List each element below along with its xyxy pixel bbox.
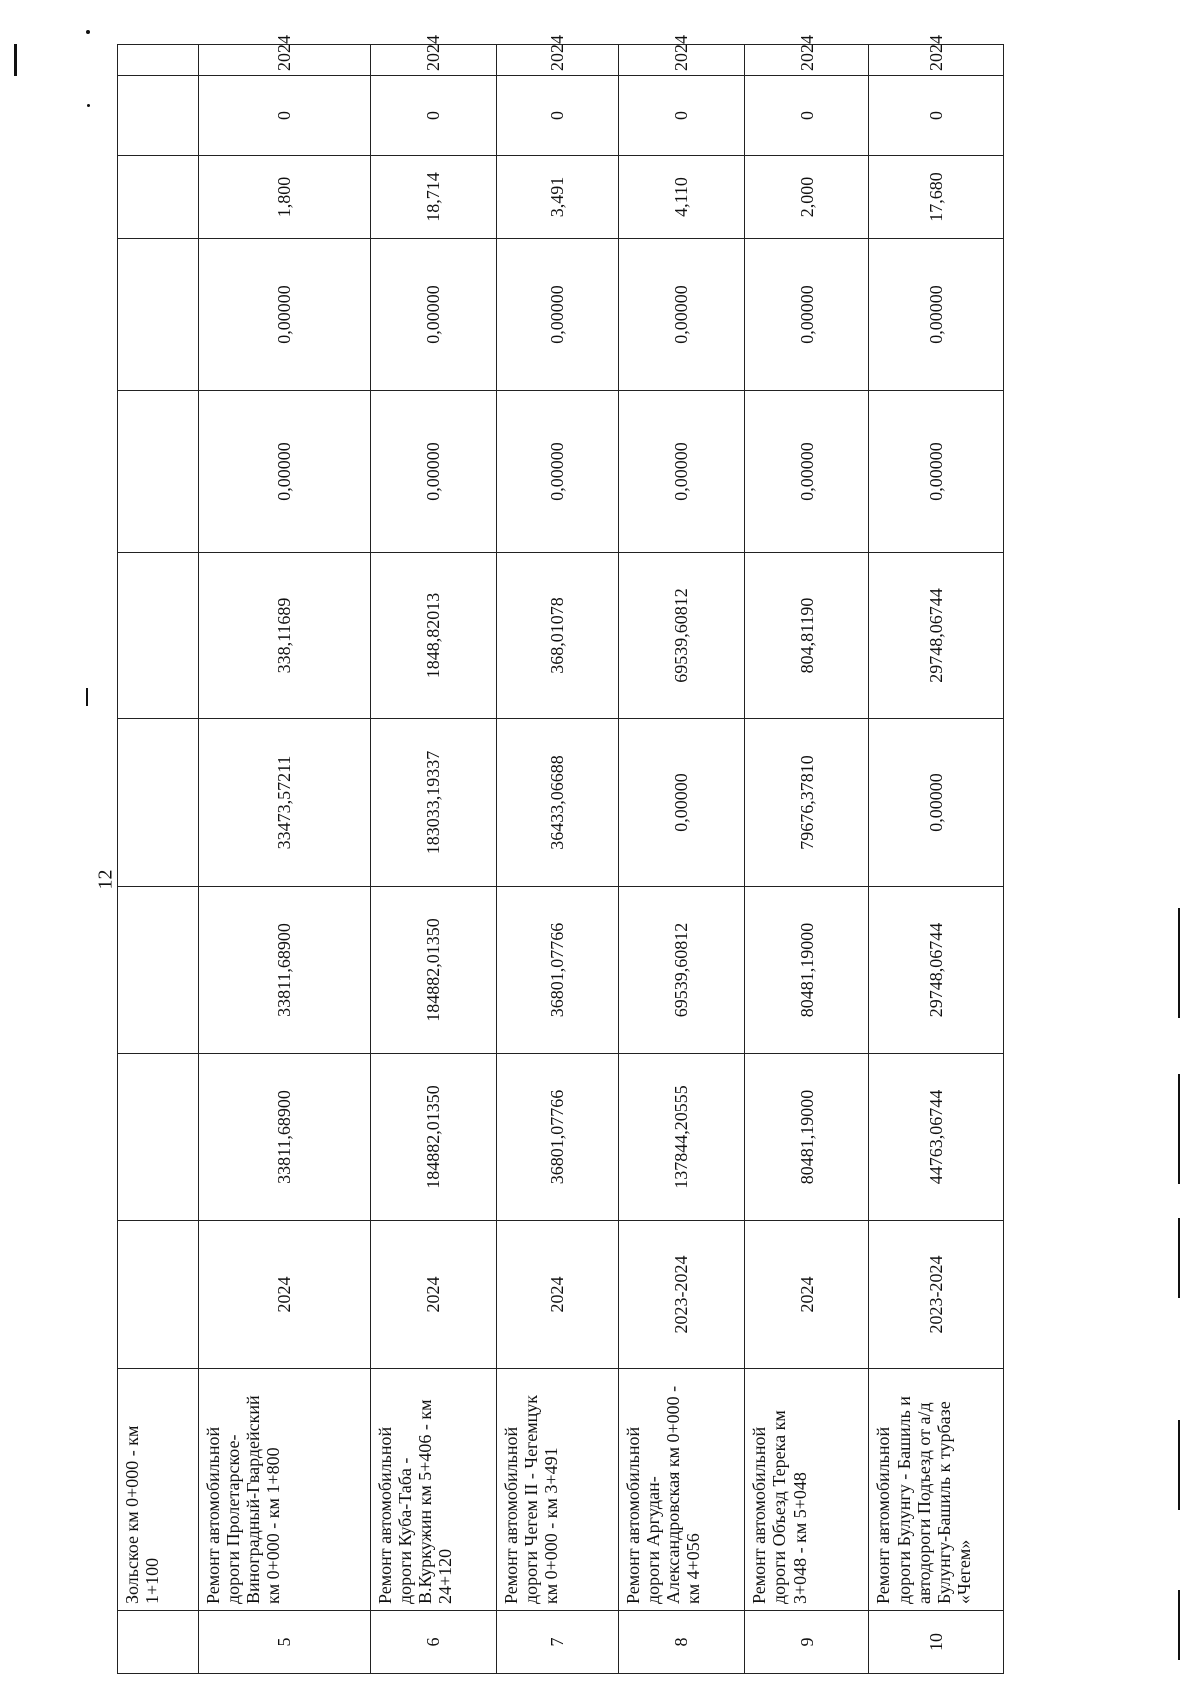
cell-count: 0 xyxy=(618,76,744,156)
cell-period: 2024 xyxy=(496,1221,618,1369)
cell-year: 2024 xyxy=(198,45,370,76)
cell-road-name: Ремонт автомобильной дороги Объезд Терека км 3+048 - км 5+048 xyxy=(745,1369,869,1611)
cell-length: 1,800 xyxy=(198,156,370,239)
cell-cost-2024: 184882,01350 xyxy=(370,887,496,1054)
cell-local: 0,00000 xyxy=(618,391,744,553)
cell-federal: 79676,37810 xyxy=(745,719,869,887)
table-row xyxy=(618,45,744,1674)
cell-regional: 69539,60812 xyxy=(618,553,744,719)
rotated-table-container xyxy=(117,35,1004,1674)
cell-length: 17,680 xyxy=(869,156,1004,239)
cell-row-number xyxy=(118,1611,199,1674)
cell-other: 0,00000 xyxy=(370,239,496,391)
cell-year: 2024 xyxy=(869,45,1004,76)
cell-total-cost: 36801,07766 xyxy=(496,1054,618,1221)
cell-total-cost: 184882,01350 xyxy=(370,1054,496,1221)
cell-count xyxy=(118,76,199,156)
cell-regional xyxy=(118,553,199,719)
cell-local: 0,00000 xyxy=(745,391,869,553)
scan-mark xyxy=(1178,1218,1180,1298)
table-row xyxy=(496,45,618,1674)
cell-local: 0,00000 xyxy=(496,391,618,553)
cell-period: 2023-2024 xyxy=(618,1221,744,1369)
cell-federal: 0,00000 xyxy=(869,719,1004,887)
scan-mark xyxy=(1178,908,1180,1018)
cell-year: 2024 xyxy=(745,45,869,76)
cell-count: 0 xyxy=(745,76,869,156)
table-row xyxy=(869,45,1004,1674)
cell-regional: 368,01078 xyxy=(496,553,618,719)
cell-local: 0,00000 xyxy=(869,391,1004,553)
cell-length: 4,110 xyxy=(618,156,744,239)
table-row xyxy=(118,45,199,1674)
scan-mark xyxy=(1178,1074,1180,1184)
cell-regional: 338,11689 xyxy=(198,553,370,719)
scan-dot xyxy=(87,104,90,107)
cell-road-name: Ремонт автомобильной дороги Куба-Таба - В.Куркужин км 5+406 - км 24+120 xyxy=(370,1369,496,1611)
cell-regional: 29748,06744 xyxy=(869,553,1004,719)
cell-year: 2024 xyxy=(496,45,618,76)
cell-other: 0,00000 xyxy=(869,239,1004,391)
cell-road-name: Ремонт автомобильной дороги Пролетарское-Виноградный-Гвардейский км 0+000 - км 1+800 xyxy=(198,1369,370,1611)
cell-period: 2024 xyxy=(198,1221,370,1369)
cell-regional: 804,81190 xyxy=(745,553,869,719)
cell-count: 0 xyxy=(370,76,496,156)
cell-other: 0,00000 xyxy=(745,239,869,391)
cell-period: 2024 xyxy=(370,1221,496,1369)
cell-federal: 183033,19337 xyxy=(370,719,496,887)
cell-federal: 33473,57211 xyxy=(198,719,370,887)
cell-total-cost: 80481,19000 xyxy=(745,1054,869,1221)
cell-road-name: Зольское км 0+000 - км 1+100 xyxy=(118,1369,199,1611)
cell-length: 18,714 xyxy=(370,156,496,239)
road-repair-table xyxy=(117,35,1004,1674)
cell-road-name: Ремонт автомобильной дороги Булунгу - Башиль и автодороги Подъезд от а/д Булунгу-Башиль к турбазе «Чегем» xyxy=(869,1369,1004,1611)
cell-count: 0 xyxy=(869,76,1004,156)
cell-row-number: 7 xyxy=(496,1611,618,1674)
cell-local: 0,00000 xyxy=(370,391,496,553)
cell-length: 2,000 xyxy=(745,156,869,239)
cell-row-number: 6 xyxy=(370,1611,496,1674)
cell-regional: 1848,82013 xyxy=(370,553,496,719)
table-row xyxy=(745,45,869,1674)
scan-mark xyxy=(14,44,17,76)
cell-local: 0,00000 xyxy=(198,391,370,553)
scan-mark xyxy=(1178,1590,1180,1660)
scan-dot xyxy=(86,30,90,34)
cell-total-cost: 44763,06744 xyxy=(869,1054,1004,1221)
cell-row-number: 9 xyxy=(745,1611,869,1674)
cell-total-cost xyxy=(118,1054,199,1221)
cell-period xyxy=(118,1221,199,1369)
cell-period: 2023-2024 xyxy=(869,1221,1004,1369)
cell-cost-2024: 36801,07766 xyxy=(496,887,618,1054)
cell-cost-2024: 29748,06744 xyxy=(869,887,1004,1054)
cell-other: 0,00000 xyxy=(198,239,370,391)
cell-count: 0 xyxy=(496,76,618,156)
cell-cost-2024: 69539,60812 xyxy=(618,887,744,1054)
cell-row-number: 8 xyxy=(618,1611,744,1674)
cell-period: 2024 xyxy=(745,1221,869,1369)
cell-total-cost: 33811,68900 xyxy=(198,1054,370,1221)
scan-mark xyxy=(1178,1420,1180,1510)
cell-other xyxy=(118,239,199,391)
cell-federal: 0,00000 xyxy=(618,719,744,887)
cell-federal xyxy=(118,719,199,887)
cell-row-number: 5 xyxy=(198,1611,370,1674)
cell-length xyxy=(118,156,199,239)
cell-count: 0 xyxy=(198,76,370,156)
cell-federal: 36433,06688 xyxy=(496,719,618,887)
cell-other: 0,00000 xyxy=(618,239,744,391)
cell-cost-2024: 80481,19000 xyxy=(745,887,869,1054)
cell-year: 2024 xyxy=(370,45,496,76)
cell-length: 3,491 xyxy=(496,156,618,239)
cell-row-number: 10 xyxy=(869,1611,1004,1674)
cell-cost-2024 xyxy=(118,887,199,1054)
table-row xyxy=(370,45,496,1674)
cell-road-name: Ремонт автомобильной дороги Чегем II - Чегемцук км 0+000 - км 3+491 xyxy=(496,1369,618,1611)
scan-mark xyxy=(86,688,88,706)
table-row xyxy=(198,45,370,1674)
page-number: 12 xyxy=(94,869,117,890)
cell-other: 0,00000 xyxy=(496,239,618,391)
cell-year xyxy=(118,45,199,76)
cell-cost-2024: 33811,68900 xyxy=(198,887,370,1054)
cell-year: 2024 xyxy=(618,45,744,76)
cell-road-name: Ремонт автомобильной дороги Аргудан-Александровская км 0+000 - км 4+056 xyxy=(618,1369,744,1611)
cell-local xyxy=(118,391,199,553)
cell-total-cost: 137844,20555 xyxy=(618,1054,744,1221)
